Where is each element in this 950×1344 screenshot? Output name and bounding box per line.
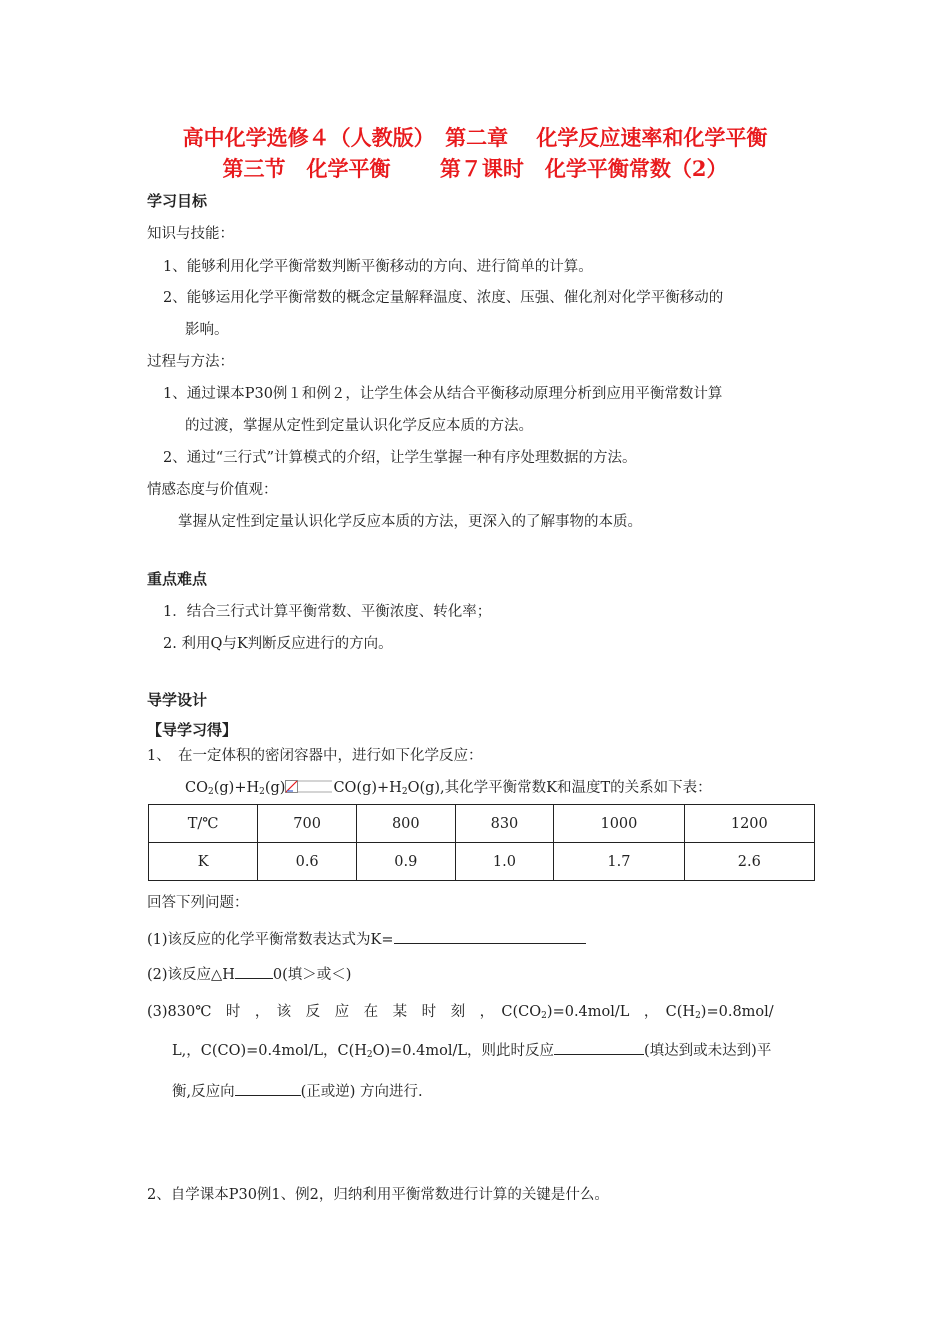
q1-part3-text: )=0.4mol/L ， C(H xyxy=(546,1004,696,1020)
table-cell: 1.7 xyxy=(554,843,684,881)
table-cell: 1.0 xyxy=(455,843,554,881)
table-header-cell: 800 xyxy=(356,805,455,843)
question-1-part-1 xyxy=(147,928,586,949)
eq-left2: (g)+H xyxy=(213,780,260,796)
eq-sub: 2 xyxy=(259,787,265,797)
eq-right2: O(g),其化学平衡常数K和温度T的关系如下表： xyxy=(407,780,712,796)
emotion-item: 掌握从定性到定量认识化学反应本质的方法，更深入的了解事物的本质。 xyxy=(178,514,642,530)
process-item-2: 2、通过“三行式”计算模式的介绍，让学生掌握一种有序处理数据的方法。 xyxy=(163,450,637,466)
keypoint-2: 2. 利用Q与K判断反应进行的方向。 xyxy=(163,636,393,652)
eq-sub: 2 xyxy=(401,787,408,797)
q1-part1-text: (1)该反应的化学平衡常数表达式为K= xyxy=(147,932,394,948)
answer-blank[interactable] xyxy=(235,964,273,979)
design-subheading: 【导学习得】 xyxy=(147,721,238,739)
goals-heading: 学习目标 xyxy=(147,192,208,210)
eq-sub: 2 xyxy=(207,787,214,797)
answer-blank[interactable] xyxy=(394,929,586,944)
question-2: 2、自学课本P30例1、例2，归纳利用平衡常数进行计算的关键是什么。 xyxy=(147,1187,609,1203)
q1-part2-text: (2)该反应△H xyxy=(147,967,235,983)
knowledge-item-2-cont: 影响。 xyxy=(185,322,229,338)
table-header-cell: 1000 xyxy=(554,805,684,843)
question-1-part-3 xyxy=(147,1000,774,1021)
table-cell: 2.6 xyxy=(684,843,814,881)
knowledge-item-2: 2、能够运用化学平衡常数的概念定量解释温度、浓度、压强、催化剂对化学平衡移动的 xyxy=(163,290,724,306)
answer-label: 回答下列问题： xyxy=(147,895,249,911)
q1-part3-text: L,，C(CO)=0.4mol/L，C(H xyxy=(172,1043,367,1059)
q1-part3-text: 衡,反应向 xyxy=(172,1084,235,1100)
eq-right: CO(g)+H xyxy=(333,780,402,796)
table-header-cell: 1200 xyxy=(684,805,814,843)
formula-sub: 2 xyxy=(366,1050,373,1060)
q1-part3-text: (3)830℃ 时 ， 该 反 应 在 某 时 刻 ， C(CO xyxy=(147,1004,542,1020)
knowledge-item-1: 1、能够利用化学平衡常数判断平衡移动的方向、进行简单的计算。 xyxy=(163,259,593,275)
reaction-equation xyxy=(185,776,712,797)
q1-part3-text: )=0.8mol/ xyxy=(700,1004,774,1020)
process-item-1: 1、通过课本P30例１和例２，让学生体会从结合平衡移动原理分析到应用平衡常数计算 xyxy=(163,386,723,402)
question-1-part-3-line3 xyxy=(172,1080,423,1101)
table-header-cell: 700 xyxy=(258,805,357,843)
design-heading: 导学设计 xyxy=(147,691,208,709)
q1-part3-hint: (正或逆) 方向进行. xyxy=(300,1084,423,1100)
table-header-cell: T/℃ xyxy=(149,805,258,843)
question-1-part-3-line2 xyxy=(172,1039,771,1060)
knowledge-label: 知识与技能： xyxy=(147,226,234,242)
table-cell: K xyxy=(149,843,258,881)
q1-part3-hint: (填达到或未达到)平 xyxy=(644,1043,772,1059)
emotion-label: 情感态度与价值观： xyxy=(147,482,278,498)
answer-blank[interactable] xyxy=(554,1040,644,1055)
formula-sub: 2 xyxy=(695,1011,701,1021)
question-1-part-2 xyxy=(147,963,351,984)
question-1-intro: 1、 在一定体积的密闭容器中，进行如下化学反应： xyxy=(147,748,483,764)
table-cell: 0.9 xyxy=(356,843,455,881)
page-title-line2: 第三节 化学平衡 第７课时 化学平衡常数（2） xyxy=(222,156,728,181)
keypoints-heading: 重点难点 xyxy=(147,570,208,588)
q1-part3-text: O)=0.4mol/L，则此时反应 xyxy=(372,1043,554,1059)
process-item-1-cont: 的过渡，掌握从定性到定量认识化学反应本质的方法。 xyxy=(185,418,533,434)
eq-left3: (g) xyxy=(264,780,286,796)
page-title-line1: 高中化学选修４（人教版） 第二章 化学反应速率和化学平衡 xyxy=(182,125,768,150)
keypoint-1: 1．结合三行式计算平衡常数、平衡浓度、转化率； xyxy=(163,604,492,620)
process-label: 过程与方法： xyxy=(147,354,234,370)
table-header-cell: 830 xyxy=(455,805,554,843)
q1-part2-hint: 0(填＞或＜) xyxy=(272,967,352,983)
table-cell: 0.6 xyxy=(258,843,357,881)
formula-sub: 2 xyxy=(541,1011,547,1021)
table-row xyxy=(149,805,815,843)
eq-left: CO xyxy=(185,780,208,796)
table-row xyxy=(149,843,815,881)
answer-blank[interactable] xyxy=(235,1081,301,1096)
equilibrium-constant-table xyxy=(148,804,815,881)
equilibrium-arrow-icon xyxy=(285,780,333,793)
